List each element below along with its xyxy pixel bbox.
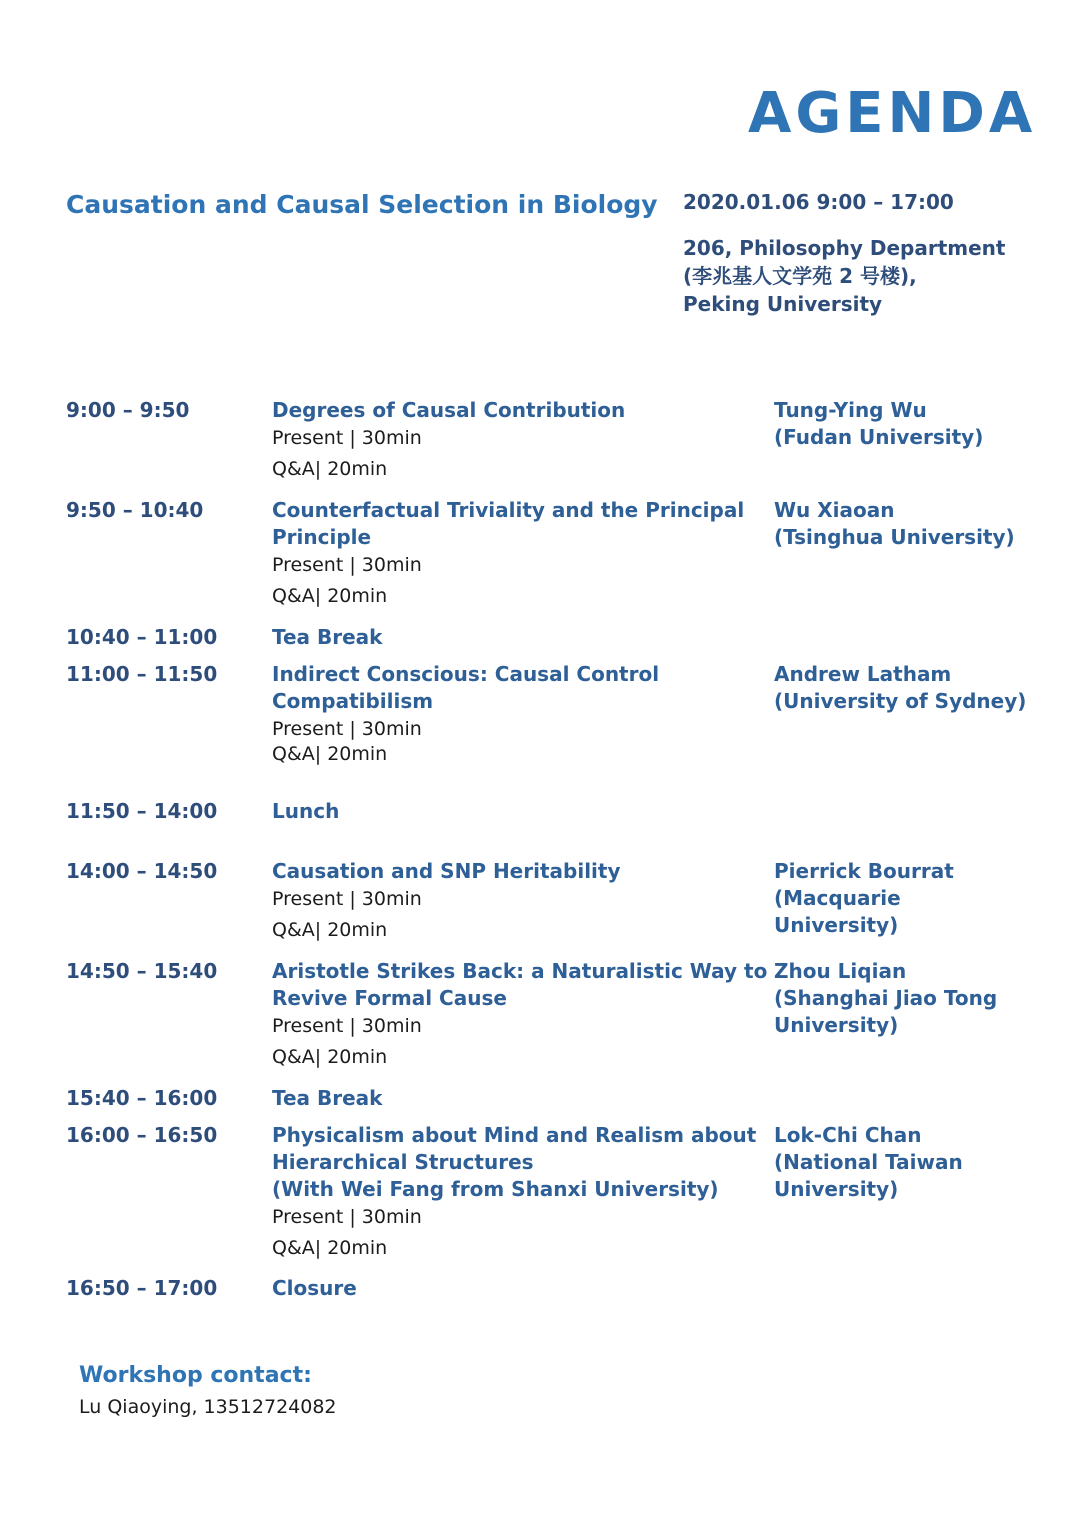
speaker-line: University) bbox=[774, 913, 899, 937]
session-details bbox=[272, 1275, 742, 1302]
speaker bbox=[774, 858, 954, 939]
session-time: 11:00 – 11:50 bbox=[66, 662, 218, 686]
talk-title-line: (With Wei Fang from Shanxi University) bbox=[272, 1177, 719, 1201]
session-time: 16:00 – 16:50 bbox=[66, 1123, 218, 1147]
speaker-line: Wu Xiaoan bbox=[774, 498, 895, 522]
session-details bbox=[272, 798, 742, 825]
talk-title-line: Causation and SNP Heritability bbox=[272, 859, 621, 883]
speaker-line: University) bbox=[774, 1013, 899, 1037]
break-title: Tea Break bbox=[272, 625, 383, 649]
speaker-line: (Macquarie bbox=[774, 886, 901, 910]
qa-duration: Q&A| 20min bbox=[272, 1237, 388, 1259]
speaker-line: Andrew Latham bbox=[774, 662, 952, 686]
talk-title bbox=[272, 1122, 757, 1203]
qa-duration: Q&A| 20min bbox=[272, 743, 388, 765]
talk-title-line: Compatibilism bbox=[272, 689, 434, 713]
speaker-line: University) bbox=[774, 1177, 899, 1201]
session-time: 10:40 – 11:00 bbox=[66, 625, 218, 649]
session-time: 16:50 – 17:00 bbox=[66, 1276, 218, 1300]
speaker bbox=[774, 958, 997, 1039]
talk-title-line: Physicalism about Mind and Realism about bbox=[272, 1123, 757, 1147]
present-duration: Present | 30min bbox=[272, 718, 422, 740]
session-details bbox=[272, 661, 742, 767]
speaker-line: (National Taiwan bbox=[774, 1150, 963, 1174]
speaker-line: (University of Sydney) bbox=[774, 689, 1027, 713]
session-details bbox=[272, 958, 768, 1070]
session-time: 15:40 – 16:00 bbox=[66, 1086, 218, 1110]
session-time: 11:50 – 14:00 bbox=[66, 799, 218, 823]
speaker bbox=[774, 497, 1015, 551]
talk-title-line: Counterfactual Triviality and the Principal bbox=[272, 498, 745, 522]
qa-duration: Q&A| 20min bbox=[272, 458, 388, 480]
session-time: 9:00 – 9:50 bbox=[66, 398, 190, 422]
session-time: 14:00 – 14:50 bbox=[66, 859, 218, 883]
break-title: Closure bbox=[272, 1276, 357, 1300]
speaker-line: Lok-Chi Chan bbox=[774, 1123, 922, 1147]
break-title: Tea Break bbox=[272, 1086, 383, 1110]
speaker bbox=[774, 661, 1026, 715]
speaker-line: (Shanghai Jiao Tong bbox=[774, 986, 998, 1010]
speaker-line: (Tsinghua University) bbox=[774, 525, 1015, 549]
talk-title-line: Hierarchical Structures bbox=[272, 1150, 534, 1174]
event-title: Causation and Causal Selection in Biology bbox=[66, 190, 658, 219]
talk-title bbox=[272, 497, 745, 551]
page-title: AGENDA bbox=[748, 81, 1037, 146]
session-details bbox=[272, 858, 742, 943]
qa-duration: Q&A| 20min bbox=[272, 585, 388, 607]
present-duration: Present | 30min bbox=[272, 554, 422, 576]
speaker bbox=[774, 397, 983, 451]
break-title: Lunch bbox=[272, 799, 340, 823]
present-duration: Present | 30min bbox=[272, 427, 422, 449]
contact-label: Workshop contact: bbox=[79, 1363, 312, 1388]
talk-title bbox=[272, 397, 742, 424]
talk-title bbox=[272, 661, 742, 715]
event-date-time: 2020.01.06 9:00 – 17:00 bbox=[683, 190, 954, 214]
speaker bbox=[774, 1122, 963, 1203]
speaker-line: Tung-Ying Wu bbox=[774, 398, 927, 422]
session-details bbox=[272, 1122, 757, 1261]
present-duration: Present | 30min bbox=[272, 1015, 422, 1037]
talk-title-line: Principle bbox=[272, 525, 372, 549]
talk-title-line: Degrees of Causal Contribution bbox=[272, 398, 626, 422]
qa-duration: Q&A| 20min bbox=[272, 919, 388, 941]
qa-duration: Q&A| 20min bbox=[272, 1046, 388, 1068]
venue-line: (李兆基人文学苑 2 号楼), bbox=[683, 264, 917, 288]
session-time: 9:50 – 10:40 bbox=[66, 498, 204, 522]
venue-line: Peking University bbox=[683, 292, 883, 316]
talk-title bbox=[272, 858, 742, 885]
speaker-line: Zhou Liqian bbox=[774, 959, 907, 983]
speaker-line: Pierrick Bourrat bbox=[774, 859, 954, 883]
contact-value: Lu Qiaoying, 13512724082 bbox=[79, 1396, 337, 1418]
talk-title-line: Indirect Conscious: Causal Control bbox=[272, 662, 660, 686]
session-details bbox=[272, 397, 742, 482]
event-venue bbox=[683, 234, 1005, 318]
session-details bbox=[272, 624, 742, 651]
talk-title bbox=[272, 958, 768, 1012]
present-duration: Present | 30min bbox=[272, 888, 422, 910]
present-duration: Present | 30min bbox=[272, 1206, 422, 1228]
speaker-line: (Fudan University) bbox=[774, 425, 984, 449]
session-details bbox=[272, 1085, 742, 1112]
session-time: 14:50 – 15:40 bbox=[66, 959, 218, 983]
talk-title-line: Aristotle Strikes Back: a Naturalistic Way to bbox=[272, 959, 768, 983]
venue-line: 206, Philosophy Department bbox=[683, 236, 1006, 260]
session-details bbox=[272, 497, 745, 609]
talk-title-line: Revive Formal Cause bbox=[272, 986, 507, 1010]
